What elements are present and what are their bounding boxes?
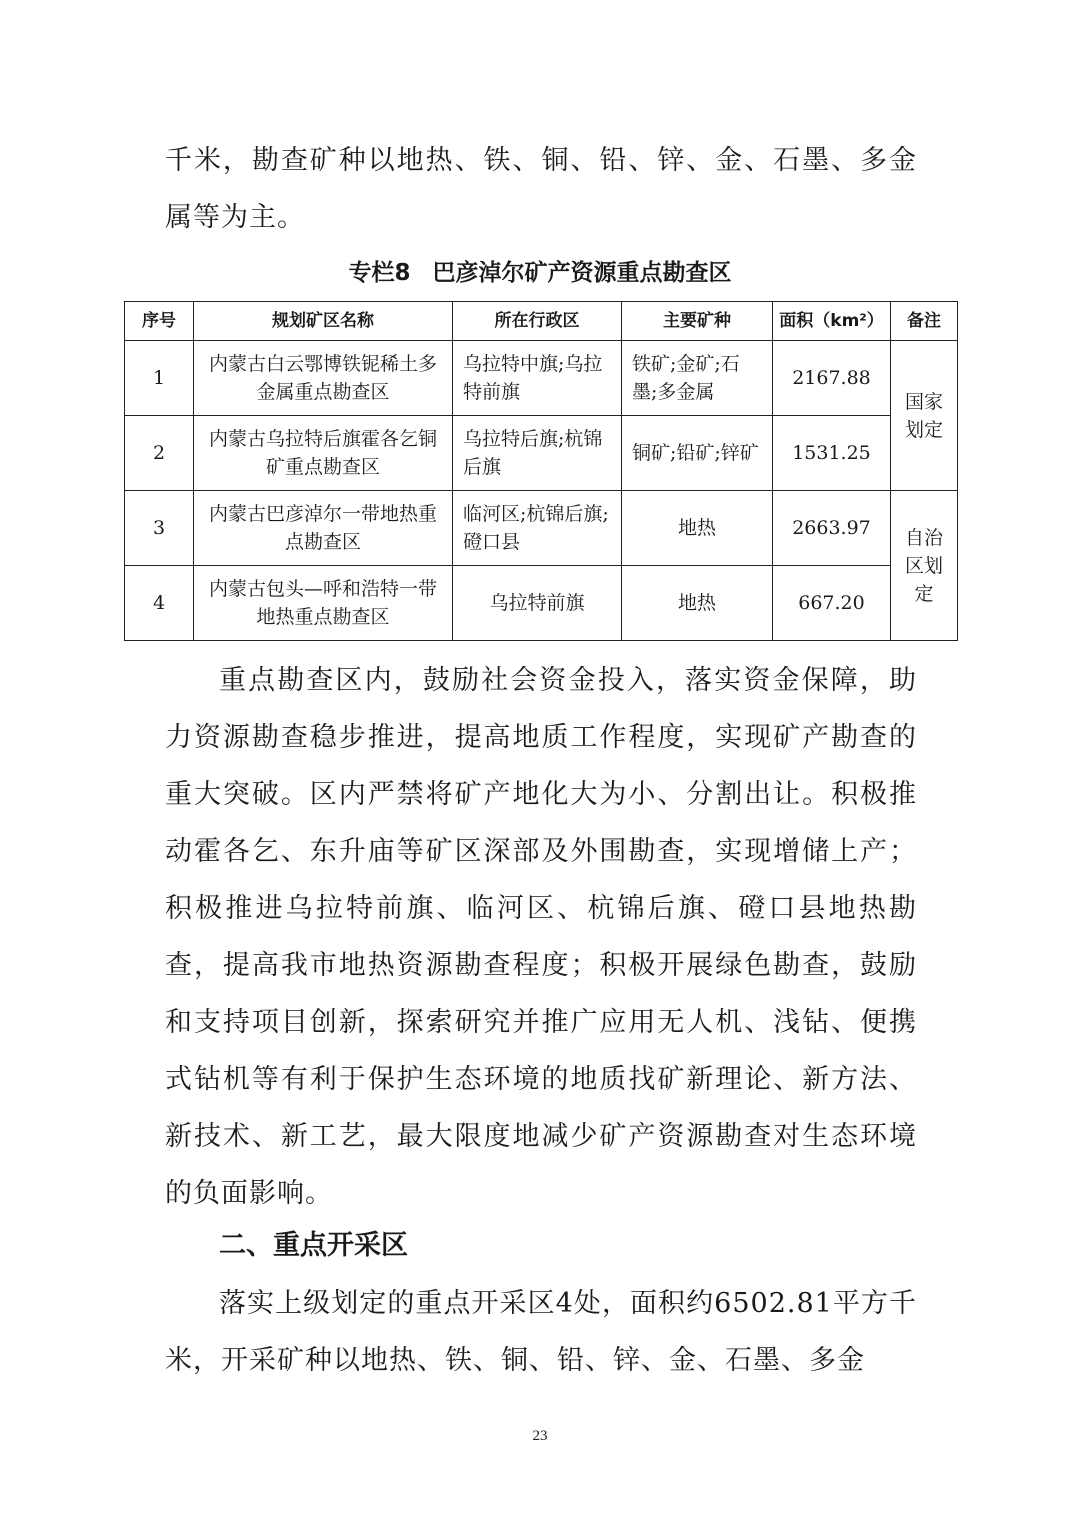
table-header-row bbox=[125, 302, 958, 341]
row-region: 乌拉特后旗;杭锦后旗 bbox=[453, 416, 622, 491]
header-name: 规划矿区名称 bbox=[194, 302, 453, 341]
header-index: 序号 bbox=[125, 302, 194, 341]
header-remark: 备注 bbox=[891, 302, 958, 341]
exploration-area-table bbox=[124, 301, 958, 641]
header-area: 面积（km²） bbox=[773, 302, 891, 341]
row-area: 2167.88 bbox=[773, 341, 891, 416]
remark-national: 国家划定 bbox=[891, 341, 958, 491]
table-row bbox=[125, 566, 958, 641]
row-index: 1 bbox=[125, 341, 194, 416]
table-row bbox=[125, 341, 958, 416]
header-minerals: 主要矿种 bbox=[622, 302, 773, 341]
caption-label: 专栏8 bbox=[348, 260, 411, 286]
row-minerals: 地热 bbox=[622, 491, 773, 566]
header-region: 所在行政区 bbox=[453, 302, 622, 341]
table-row bbox=[125, 491, 958, 566]
row-minerals: 地热 bbox=[622, 566, 773, 641]
row-name: 内蒙古白云鄂博铁铌稀土多金属重点勘查区 bbox=[194, 341, 453, 416]
table-row bbox=[125, 416, 958, 491]
section-heading: 二、重点开采区 bbox=[219, 1230, 408, 1261]
row-minerals: 铁矿;金矿;石墨;多金属 bbox=[622, 341, 773, 416]
row-name: 内蒙古乌拉特后旗霍各乞铜矿重点勘查区 bbox=[194, 416, 453, 491]
body-paragraph: 重点勘查区内，鼓励社会资金投入，落实资金保障，助力资源勘查稳步推进，提高地质工作程度，实现矿产勘查的重大突破。区内严禁将矿产地化大为小、分割出让。积极推动霍各乞、东升庙等矿区深部及外围勘查，实现增储上产；积极推进乌拉特前旗、临河区、杭锦后旗、磴口县地热勘查，提高我市地热资源勘查程度；积极开展绿色勘查，鼓励和支持项目创新，探索研究并推广应用无人机、浅钻、便携式钻机等有利于保护生态环境的地质找矿新理论、新方法、新技术、新工艺，最大限度地减少矿产资源勘查对生态环境的负面影响。 bbox=[165, 665, 917, 1209]
row-minerals: 铜矿;铅矿;锌矿 bbox=[622, 416, 773, 491]
row-index: 3 bbox=[125, 491, 194, 566]
row-name: 内蒙古巴彦淖尔一带地热重点勘查区 bbox=[194, 491, 453, 566]
row-region: 临河区;杭锦后旗;磴口县 bbox=[453, 491, 622, 566]
row-region: 乌拉特前旗 bbox=[453, 566, 622, 641]
row-area: 1531.25 bbox=[773, 416, 891, 491]
row-area: 2663.97 bbox=[773, 491, 891, 566]
row-region: 乌拉特中旗;乌拉特前旗 bbox=[453, 341, 622, 416]
intro-paragraph: 千米，勘查矿种以地热、铁、铜、铅、锌、金、石墨、多金属等为主。 bbox=[165, 145, 917, 233]
row-name: 内蒙古包头—呼和浩特一带地热重点勘查区 bbox=[194, 566, 453, 641]
page-number: 23 bbox=[532, 1428, 548, 1444]
remark-autonomous: 自治区划定 bbox=[891, 491, 958, 641]
caption-title: 巴彦淖尔矿产资源重点勘查区 bbox=[432, 260, 732, 286]
section-paragraph: 落实上级划定的重点开采区4处，面积约6502.81平方千米，开采矿种以地热、铁、铜、铅、锌、金、石墨、多金 bbox=[165, 1288, 917, 1376]
row-index: 2 bbox=[125, 416, 194, 491]
row-index: 4 bbox=[125, 566, 194, 641]
row-area: 667.20 bbox=[773, 566, 891, 641]
table-caption bbox=[124, 254, 956, 287]
